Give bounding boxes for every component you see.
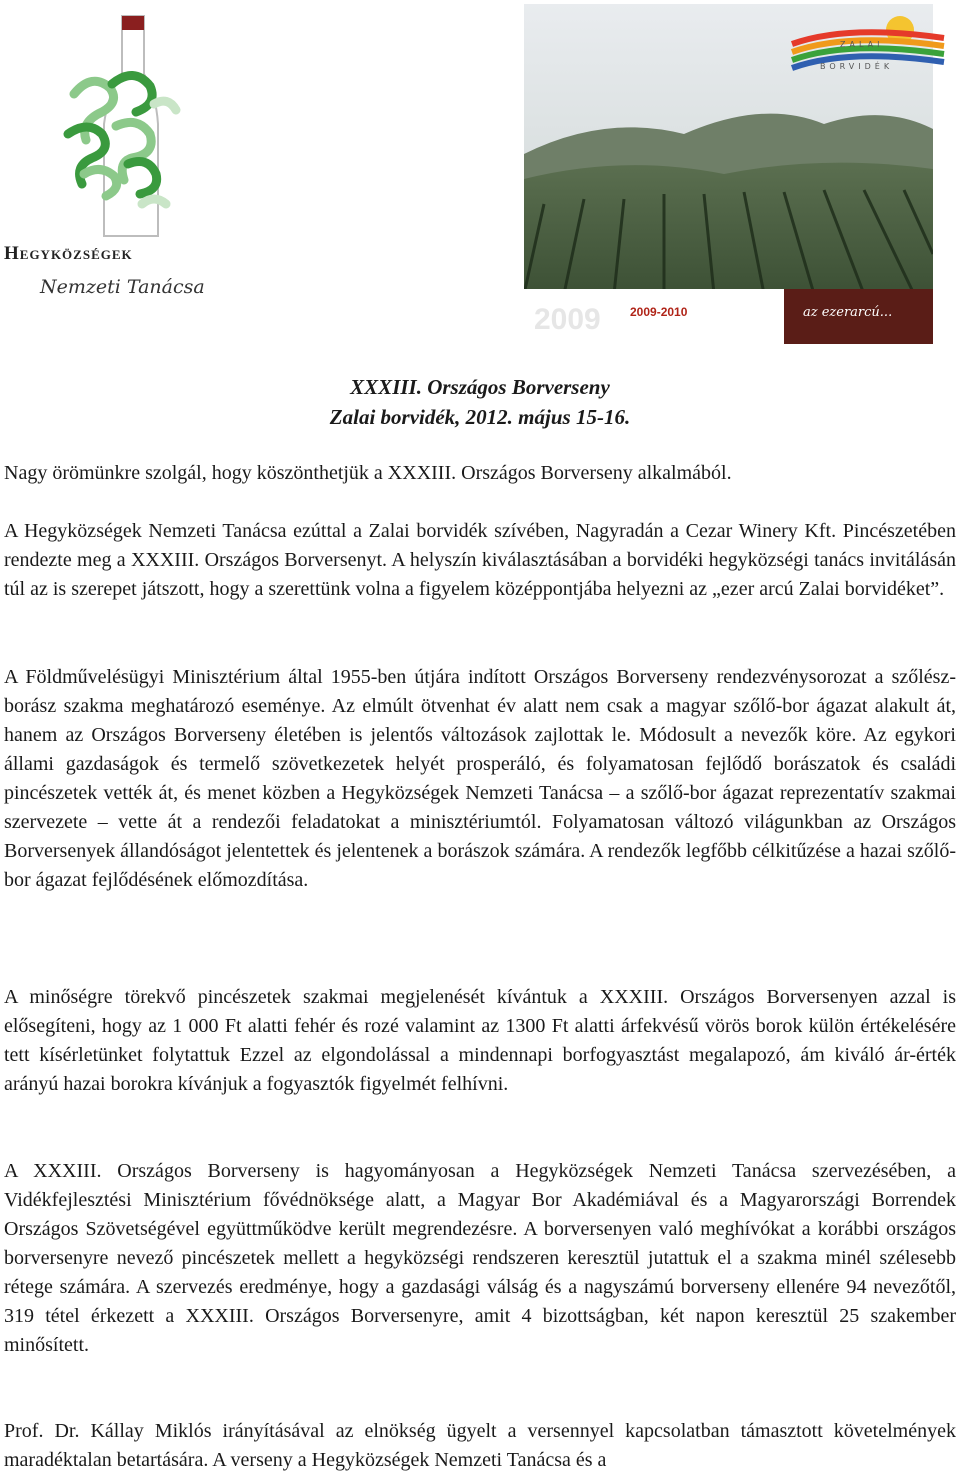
- logo-subtitle: Nemzeti Tanácsa: [40, 276, 205, 298]
- hegykozsegek-logo: [4, 14, 256, 314]
- photo-years: 2009-2010: [630, 305, 688, 319]
- svg-text:2009: 2009: [534, 303, 601, 336]
- logo-title: Hegyközségek: [4, 243, 133, 264]
- title-line-2: Zalai borvidék, 2012. május 15-16.: [329, 405, 631, 429]
- photo-caption: az ezerarcú...: [803, 305, 893, 320]
- borvidek-label: BORVIDÉK: [820, 62, 894, 71]
- zalai-label: ZALAI: [840, 40, 884, 49]
- paragraph-5: A XXXIII. Országos Borverseny is hagyományosan a Hegyközségek Nemzeti Tanácsa szervezésében, a Vidékfejlesztési Minisztérium fővédnöksége alatt, a Magyar Bor Akadémiával és a Magyarországi Borrendek Országos Szövetségével együttműködve került megrendezésre. A borversenyen való meghívókat a korábbi országos borversenyre nevező pincészetek mellett a hegyközségi rendszeren keresztül jutattuk el a szakma minél szélesebb rétege számára. A szervezés eredménye, hogy a gazdasági válság és a nagyszámú borverseny ellenére 94 nevezőtől, 319 tétel érkezett a XXXIII. Országos Borversenyre, amit 4 bizottságban, két napon keresztül 25 szakember minősített.: [4, 1160, 956, 1356]
- paragraph-6: Prof. Dr. Kállay Miklós irányításával az elnökség ügyelt a versennyel kapcsolatban támasztott követelmények maradéktalan betartására. A verseny a Hegyközségek Nemzeti Tanácsa és a: [4, 1420, 956, 1471]
- paragraph-2: A Hegyközségek Nemzeti Tanácsa ezúttal a Zalai borvidék szívében, Nagyradán a Cezar Winery Kft. Pincészetében rendezte meg a XXXIII. Országos Borversenyt. A helyszín kiválasztásában a borvidéki hegyközségi tanács invitálásán túl az is szerepet játszott, hogy a szerettünk volna a figyelem középpontjába helyezni az „ezer arcú Zalai borvidéket”.: [4, 520, 956, 600]
- wine-bottle-icon: [4, 14, 256, 244]
- paragraph-1: Nagy örömünkre szolgál, hogy köszönthetjük a XXXIII. Országos Borverseny alkalmából.: [4, 462, 732, 484]
- title-line-1: XXXIII. Országos Borverseny: [350, 375, 610, 399]
- paragraph-3: A Földművelésügyi Minisztérium által 1955-ben útjára indított Országos Borverseny rendezvénysorozat a szőlész-borász szakma meghatározó eseménye. Az elmúlt ötvenhat év alatt nem csak a magyar szőlő-bor ágazat alakult át, hanem az Országos Borverseny életében is jelentős változások zajlottak le. Módosult a nevezők köre. Az egykori állami gazdaságok és termelő szövetkezetek helyét prosperáló, és folyamatosan fejlődő borászatok és családi pincészetek vették át, és menet közben a Hegyközségek Nemzeti Tanácsa – a szőlő-bor ágazat reprezentatív szakmai szervezete – vette át a rendezői feladatokat a minisztériumtól. Folyamatosan változó világunkban az Országos Borversenyek állandóságot jelentettek és jelentenek a borászok számára. A rendezők legfőbb célkitűzése a hazai szőlő-bor ágazat fejlődésének előmozdítása.: [4, 666, 956, 891]
- paragraph-4: A minőségre törekvő pincészetek szakmai megjelenését kívántuk a XXXIII. Országos Borversenyen azzal is elősegíteni, hogy az 1 000 Ft alatti fehér és rozé valamint az 1300 Ft alatti árfekvésű vörös borok külön értékelésére tett kísérletünket folytattuk Ezzel az elgondolással a mindennapi borfogyasztást megalapozó, ám kiváló ár-érték arányú hazai borokra kívánjuk a fogyasztók figyelmét felhívni.: [4, 986, 956, 1095]
